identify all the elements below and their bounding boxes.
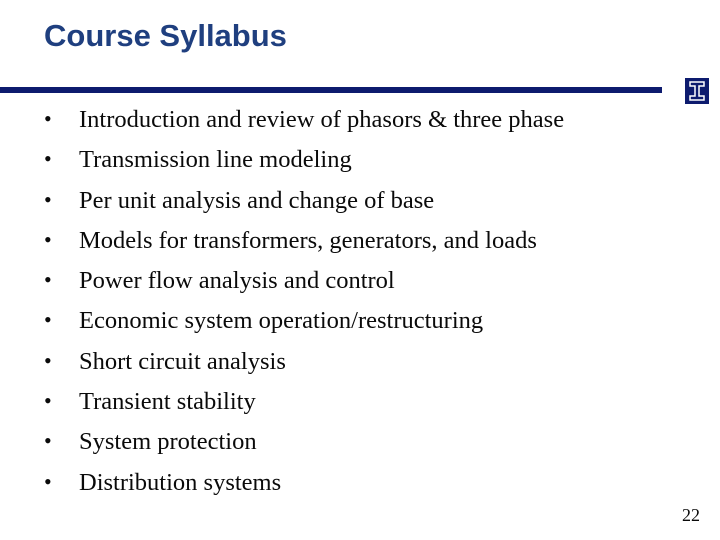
- slide-title: Course Syllabus: [44, 18, 287, 53]
- bullet-icon: •: [44, 106, 52, 131]
- list-item-text: System protection: [79, 428, 257, 456]
- list-item-text: Power flow analysis and control: [79, 267, 395, 295]
- bullet-icon: •: [44, 267, 52, 293]
- bullet-icon: •: [44, 468, 52, 494]
- list-item-text: Models for transformers, generators, and loads: [79, 226, 537, 254]
- list-item-text: Short circuit analysis: [79, 347, 286, 375]
- bullet-icon: •: [44, 347, 52, 373]
- list-item-text: Transient stability: [79, 388, 256, 416]
- list-item-text: Transmission line modeling: [79, 146, 352, 174]
- list-item-text: Distribution systems: [79, 468, 282, 496]
- bullet-icon: •: [44, 428, 52, 454]
- university-logo-icon: [685, 78, 709, 104]
- list-item-text: Economic system operation/restructuring: [79, 307, 484, 335]
- bullet-icon: •: [44, 146, 52, 172]
- bullet-icon: •: [44, 388, 52, 414]
- bullet-icon: •: [44, 307, 52, 333]
- bullet-icon: •: [44, 186, 52, 212]
- bullet-icon: •: [44, 226, 52, 252]
- block-i-icon: [689, 81, 705, 101]
- list-item-text: Introduction and review of phasors & three phase: [79, 106, 565, 133]
- title-divider: [0, 87, 662, 93]
- page-number: 22: [682, 505, 700, 525]
- list-item-text: Per unit analysis and change of base: [79, 186, 435, 214]
